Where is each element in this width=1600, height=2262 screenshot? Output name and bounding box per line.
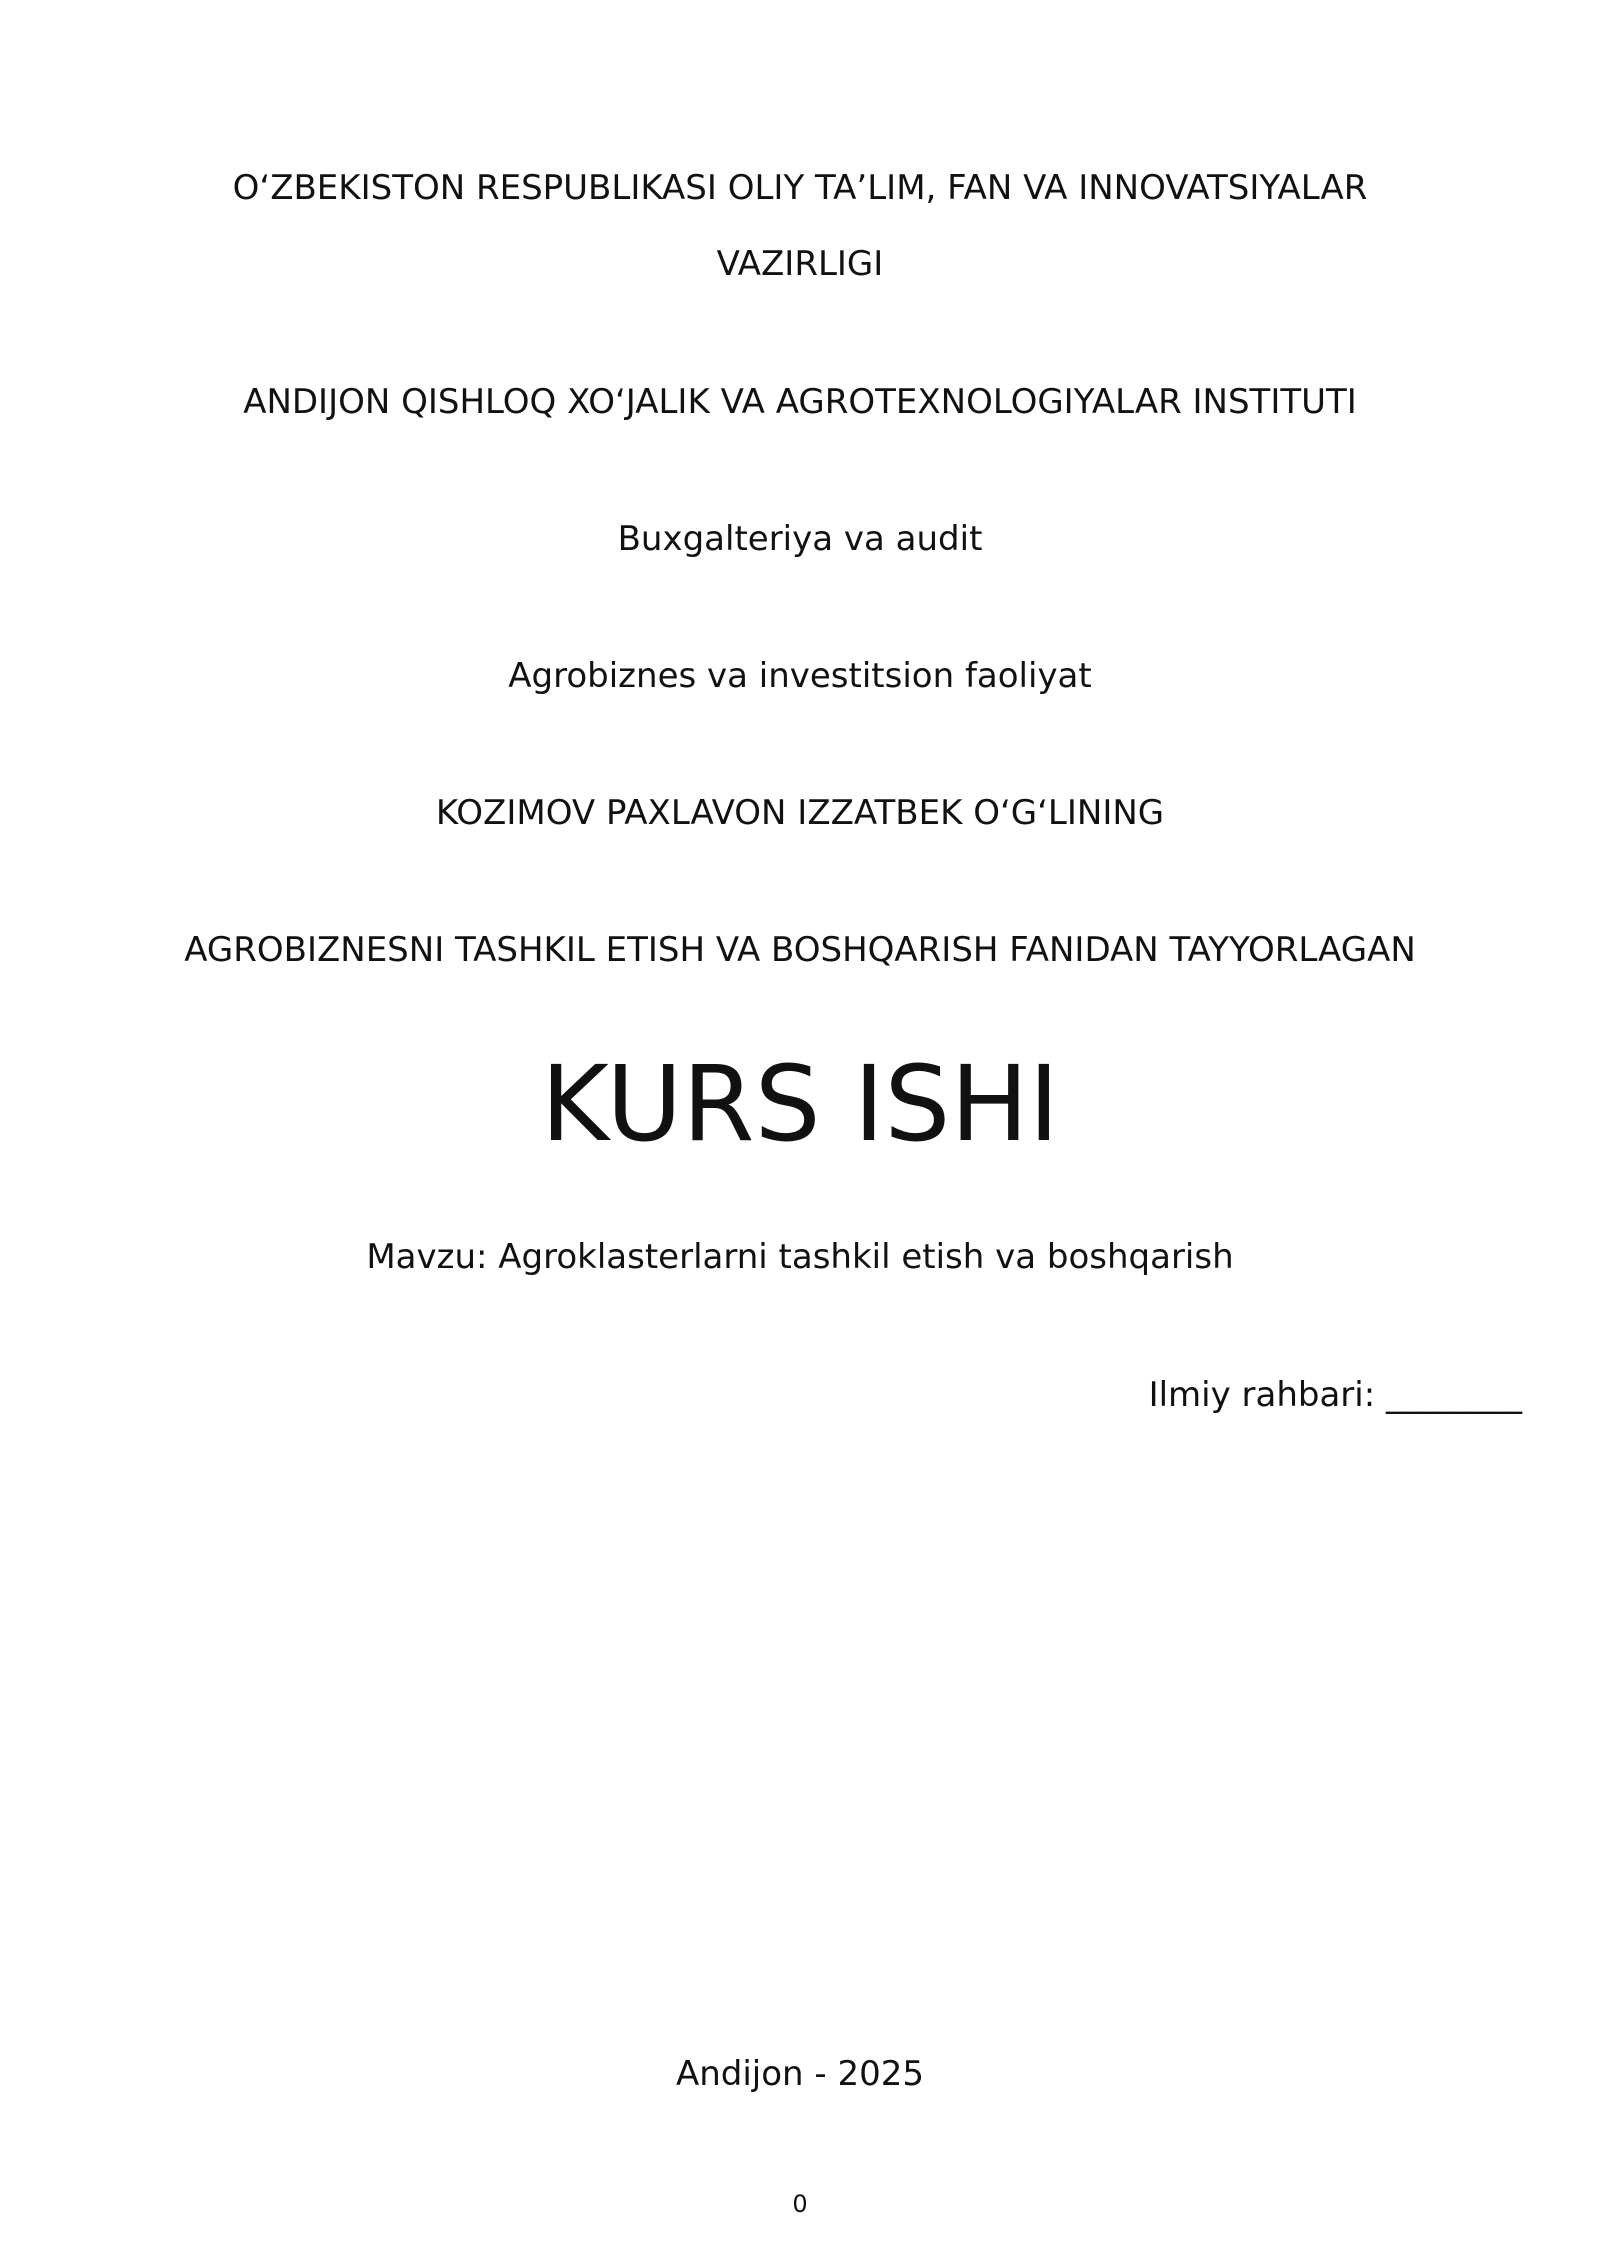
specialty-name: Agrobiznes va investitsion faoliyat <box>508 656 1092 696</box>
supervisor-line: Ilmiy rahbari: ________ <box>1148 1375 1522 1415</box>
topic-line: Mavzu: Agroklasterlarni tashkil etish va boshqarish <box>366 1237 1234 1277</box>
author-name: KOZIMOV PAXLAVON IZZATBEK O‘G‘LINING <box>435 793 1165 833</box>
subject-line: AGROBIZNESNI TASHKIL ETISH VA BOSHQARISH FANIDAN TAYYORLAGAN <box>184 930 1416 970</box>
city-year: Andijon - 2025 <box>675 2054 925 2094</box>
document-type-title: KURS ISHI <box>540 1043 1060 1165</box>
page-number: 0 <box>792 2190 808 2218</box>
institute-name: ANDIJON QISHLOQ XO‘JALIK VA AGROTEXNOLOGIYALAR INSTITUTI <box>243 382 1357 422</box>
ministry-line-1: O‘ZBEKISTON RESPUBLIKASI OLIY TA’LIM, FAN VA INNOVATSIYALAR <box>232 168 1368 208</box>
department-name: Buxgalteriya va audit <box>617 519 983 559</box>
ministry-line-2: VAZIRLIGI <box>716 244 884 284</box>
